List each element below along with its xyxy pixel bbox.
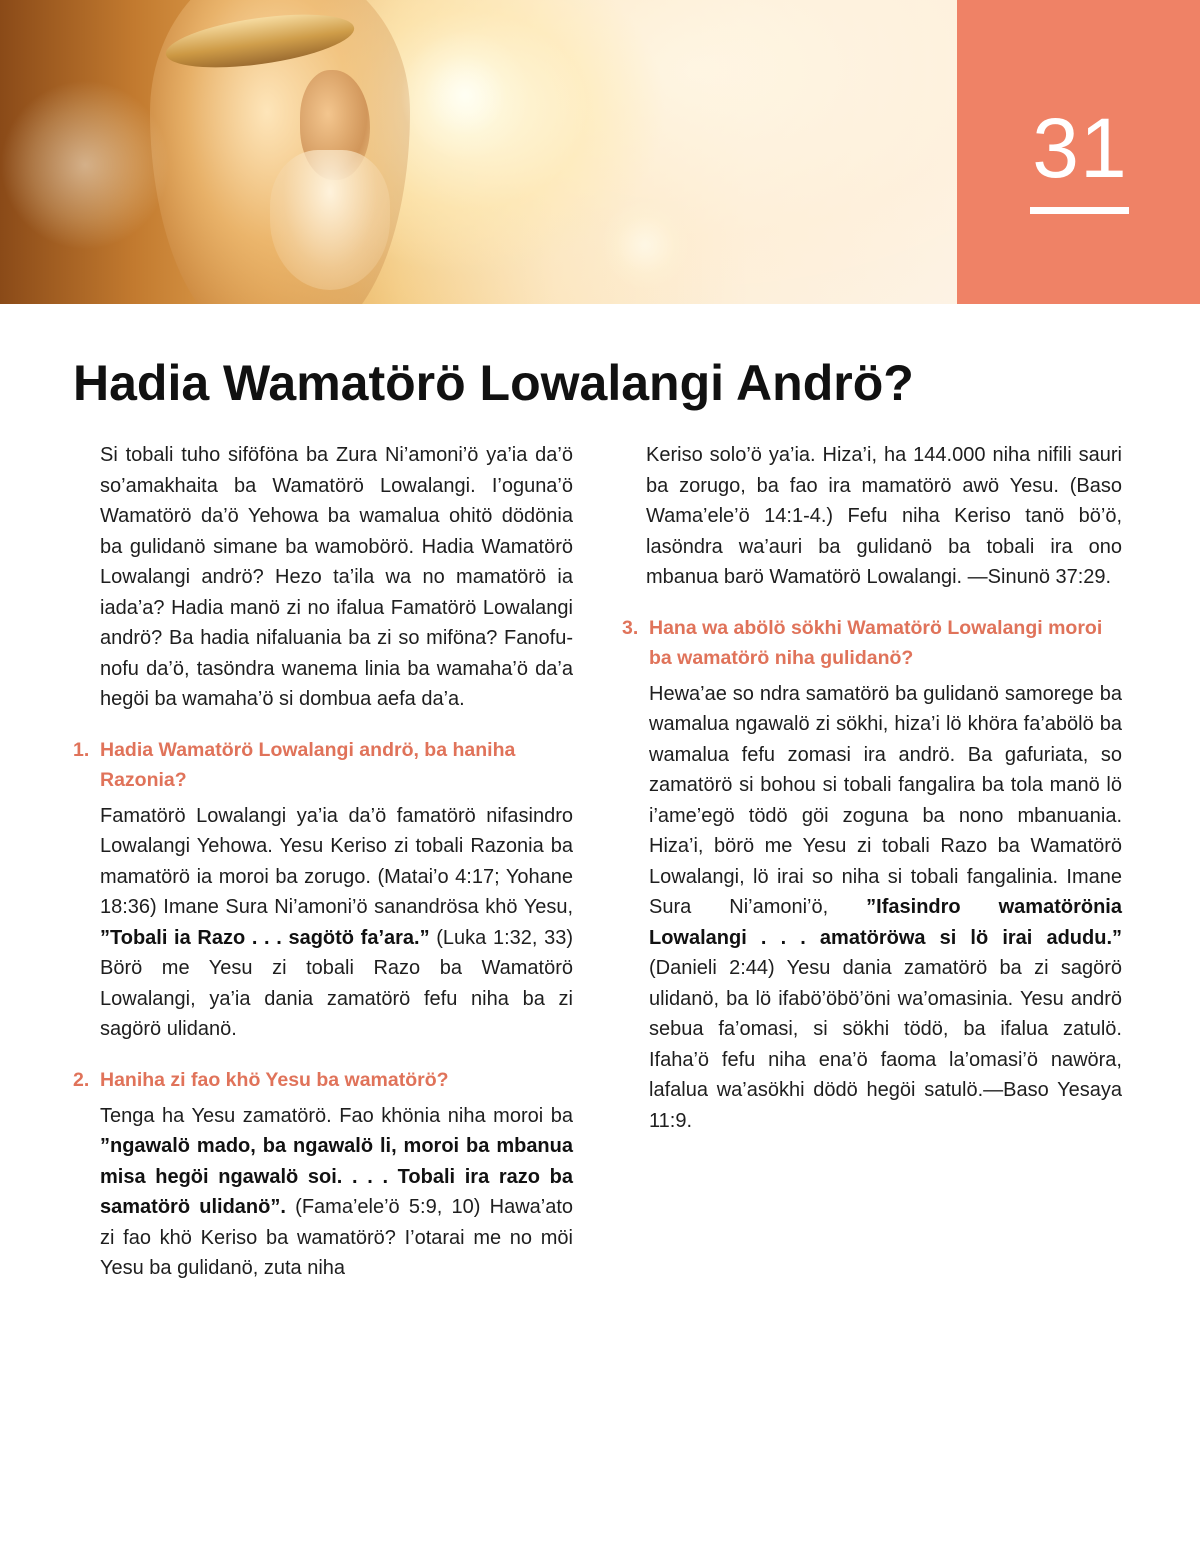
chapter-rule <box>1030 207 1129 214</box>
question-3 <box>622 613 1122 673</box>
scripture-quote: ”ngawalö mado, ba ngawalö li, moroi ba mbanua misa hegöi ngawalö soi. . . . Tobali ira razo ba samatörö ulidanö”. <box>100 1135 573 1218</box>
answer-paragraph-2-continued: Keriso solo’ö ya’ia. Hiza’i, ha 144.000 niha nifili sauri ba zorugo, ba fao ira mamatörö awö Yesu. (Baso Wama’ele’ö 14:1-4.) Fefu niha Keriso tanö bö’ö, lasöndra wa’auri ba gulidanö ba tobali ira ono mbanua barö Wamatörö Lowalangi. —Sinunö 37:29. <box>646 444 1122 588</box>
answer-paragraph-1 <box>100 801 573 1045</box>
light-glow <box>400 30 530 160</box>
answer-paragraph-2 <box>100 1101 573 1284</box>
question-text: Hana wa abölö sökhi Wamatörö Lowalangi moroi ba wamatörö niha gulidanö? <box>649 616 1103 669</box>
scripture-quote: ”Ifasindro wamatörönia Lowalangi . . . amatöröwa si lö irai adudu.” <box>649 896 1122 949</box>
answer-text: Famatörö Lowalangi ya’ia da’ö famatörö nifasindro Lowalangi Yehowa. Yesu Keriso zi tobali Razonia ba mamatörö ia moroi ba zorugo. (Matai’o 4:17; Yohane 18:36) Imane Sura Ni’amoni’ö sanandrösa khö Yesu, <box>100 804 573 918</box>
light-glow <box>0 80 170 250</box>
page-title: Hadia Wamatörö Lowalangi Andrö? <box>73 355 914 411</box>
question-2 <box>73 1065 573 1095</box>
hero-image <box>0 0 957 304</box>
answer-text: Hewa’ae so ndra samatörö ba gulidanö samorege ba wamalua ngawalö zi sökhi, hiza’i lö khöra fa’abölö ba wamalua fefu zomasi ira andrö. Ba gafuriata, so zamatörö si bohou si tobali fangalira ba tola manö lö i’ame’egö tödö göi zoguna ba nono mbanuania. Hiza’i, börö me Yesu zi tobali Razo ba Wamatörö Lowalangi, lö irai so niha si tobali fangalinia. Imane Sura Ni’amoni’ö, <box>649 682 1122 918</box>
question-text: Haniha zi fao khö Yesu ba wamatörö? <box>100 1068 449 1091</box>
question-number: 2. <box>73 1068 90 1091</box>
intro-paragraph: Si tobali tuho siföföna ba Zura Ni’amoni’ö ya’ia da’ö so’amakhaita ba Wamatörö Lowalangi. I’oguna’ö Wamatörö da’ö Yehowa ba wamalua ohitö dödönia ba gulidanö simane ba wamobörö. Hadia Wamatörö Lowalangi andrö? Hezo ta’ila wa no mamatörö ia iada’a? Hadia manö zi no ifalua Famatörö Lowalangi andrö? Ba hadia nifaluania ba zi so miföna? Fanofu-nofu da’ö, tasöndra wanema linia ba wamaha’ö da’a hegöi ba wamaha’ö si dombua aefa da’a. <box>100 444 573 710</box>
chapter-number: 31 <box>1032 101 1128 195</box>
question-number: 1. <box>73 738 90 761</box>
light-glow <box>600 200 690 290</box>
answer-text: (Fama’ele’ö 5:9, 10) Hawa’ato zi fao khö Keriso ba wamatörö? I’otarai me no möi Yesu ba gulidanö, zuta niha <box>100 1196 574 1279</box>
right-column <box>622 440 1122 1136</box>
answer-text: (Luka 1:32, 33) Börö me Yesu zi tobali Razo ba Wamatörö Lowalangi, ya’ia dania zamatörö fefu niha ba zi sagörö ulidanö. <box>100 926 573 1040</box>
answer-text: (Danieli 2:44) Yesu dania zamatörö ba zi sagörö ulidanö, ba lö ifabö’öbö’öni wa’omasinia. Yesu andrö sebua fa’omasi, si sökhi tödö, ba ifalua zatulö. Ifaha’ö fefu niha ena’ö faoma la’omasi’ö nawöra, lafalua wa’asökhi dödö hegöi satulö.—Baso Yesaya 11:9. <box>649 957 1122 1132</box>
king-beard <box>270 150 390 290</box>
answer-text: Tenga ha Yesu zamatörö. Fao khönia niha moroi ba <box>100 1104 573 1127</box>
left-column <box>73 440 573 1284</box>
question-1 <box>73 735 573 795</box>
scripture-quote: ”Tobali ia Razo . . . sagötö fa’ara.” <box>100 926 430 949</box>
answer-paragraph-3 <box>649 679 1122 1137</box>
question-text: Hadia Wamatörö Lowalangi andrö, ba haniha Razonia? <box>100 738 516 791</box>
question-number: 3. <box>622 616 639 639</box>
